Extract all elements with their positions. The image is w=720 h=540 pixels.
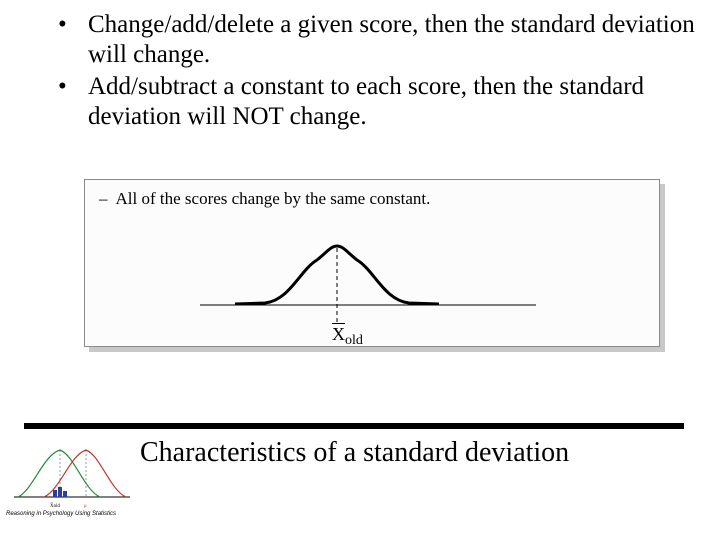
bullet-text: Add/subtract a constant to each score, then the standard deviation will NOT change. xyxy=(88,73,645,130)
illustration-box xyxy=(84,179,660,347)
bullet-text: Change/add/delete a given score, then the standard deviation will change. xyxy=(88,11,695,68)
mean-subscript: old xyxy=(345,333,363,348)
distribution-diagram xyxy=(85,180,659,346)
mean-label xyxy=(332,325,363,350)
mean-symbol: $\overline{X}$ xyxy=(332,324,345,344)
bullet-item xyxy=(58,10,698,70)
logo-caption: Reasoning in Psychology Using Statistics xyxy=(6,511,117,517)
caption-dash: – xyxy=(99,189,108,208)
logo-label-right: μ xyxy=(84,504,87,509)
course-logo-icon xyxy=(8,435,133,510)
bullet-marker: • xyxy=(58,11,67,38)
bullet-list xyxy=(58,10,698,134)
caption-text: All of the scores change by the same constant. xyxy=(115,189,431,208)
footer-divider xyxy=(24,423,684,429)
normal-curve xyxy=(235,246,439,304)
logo-label-left: X̄old xyxy=(50,504,60,509)
bullet-marker: • xyxy=(58,73,67,100)
slide-title: Characteristics of a standard deviation xyxy=(140,437,570,468)
bullet-item xyxy=(58,72,698,132)
